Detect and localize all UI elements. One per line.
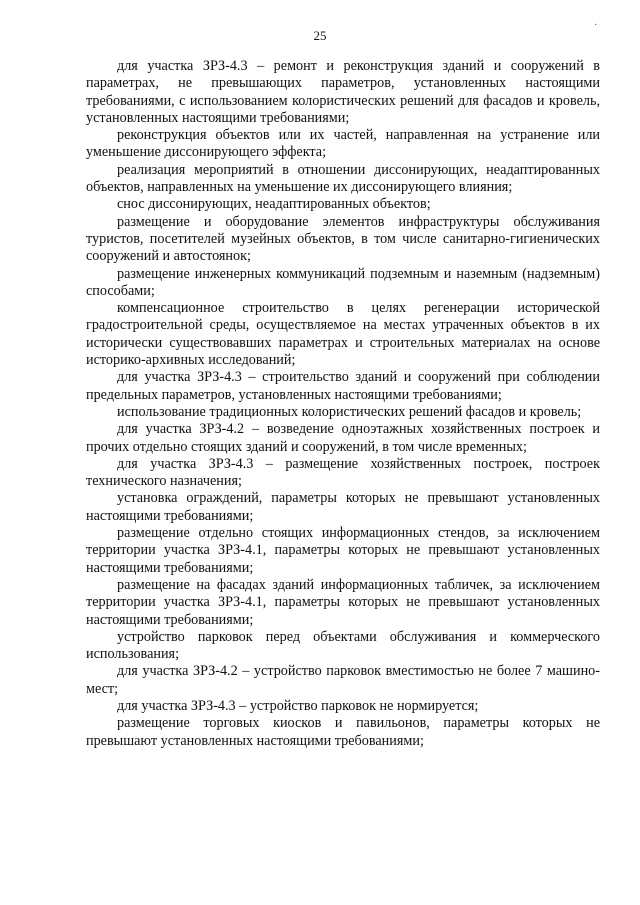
paragraph: использование традиционных колористических решений фасадов и кровель; — [117, 403, 582, 420]
paragraph: установка ограждений, параметры которых не превышают установленных настоящими требованиями; — [86, 490, 600, 524]
paragraph: реализация мероприятий в отношении диссонирующих, неадаптированных объектов, направленных на уменьшение их диссонирующего влияния; — [86, 161, 600, 196]
paragraph: размещение торговых киосков и павильонов, параметры которых не превышают установленных настоящими требованиями; — [86, 715, 600, 749]
paragraph: снос диссонирующих, неадаптированных объектов; — [117, 196, 431, 213]
paragraph: размещение на фасадах зданий информационных табличек, за исключением территории участка ЗРЗ-4.1, параметры которых не превышают установленных настоящими требованиями; — [86, 576, 600, 628]
paragraph: для участка ЗРЗ-4.3 – устройство парковок не нормируется; — [117, 697, 479, 714]
corner-mark: · — [594, 20, 598, 31]
paragraph: размещение отдельно стоящих информационных стендов, за исключением территории участка ЗРЗ-4.1, параметры которых не превышают установленных настоящими требованиями; — [86, 525, 600, 576]
paragraph: компенсационное строительство в целях регенерации исторической градостроительной среды, осуществляемое на местах утраченных объектов в их исторически существовавших параметрах и строительных материалах на основе историко-архивных исследований; — [86, 300, 600, 369]
paragraph: реконструкция объектов или их частей, направленная на устранение или уменьшение диссонирующего эффекта; — [86, 127, 600, 161]
page-number: 25 — [313, 28, 327, 43]
paragraph: для участка ЗРЗ-4.2 – возведение одноэтажных хозяйственных построек и прочих отдельно стоящих зданий и сооружений, в том числе временных; — [86, 421, 600, 455]
paragraph: для участка ЗРЗ-4.2 – устройство парковок вместимостью не более 7 машино-мест; — [86, 663, 600, 697]
paragraph: для участка ЗРЗ-4.3 – ремонт и реконструкция зданий и сооружений в параметрах, не превышающих параметров, установленных настоящими требованиями, с использованием колористических решений для фасадов и кровель, установленных настоящими требованиями; — [86, 58, 600, 126]
paragraph: размещение и оборудование элементов инфраструктуры обслуживания туристов, посетителей музейных объектов, в том числе санитарно-гигиенических сооружений и автостоянок; — [86, 213, 600, 265]
paragraph: устройство парковок перед объектами обслуживания и коммерческого использования; — [86, 628, 600, 663]
paragraph: для участка ЗРЗ-4.3 – размещение хозяйственных построек, построек технического назначения; — [86, 455, 600, 490]
document-body — [86, 58, 600, 750]
paragraph: для участка ЗРЗ-4.3 – строительство зданий и сооружений при соблюдении предельных параметров, установленных настоящими требованиями; — [86, 369, 600, 403]
paragraph: размещение инженерных коммуникаций подземным и наземным (надземным) способами; — [86, 265, 600, 299]
